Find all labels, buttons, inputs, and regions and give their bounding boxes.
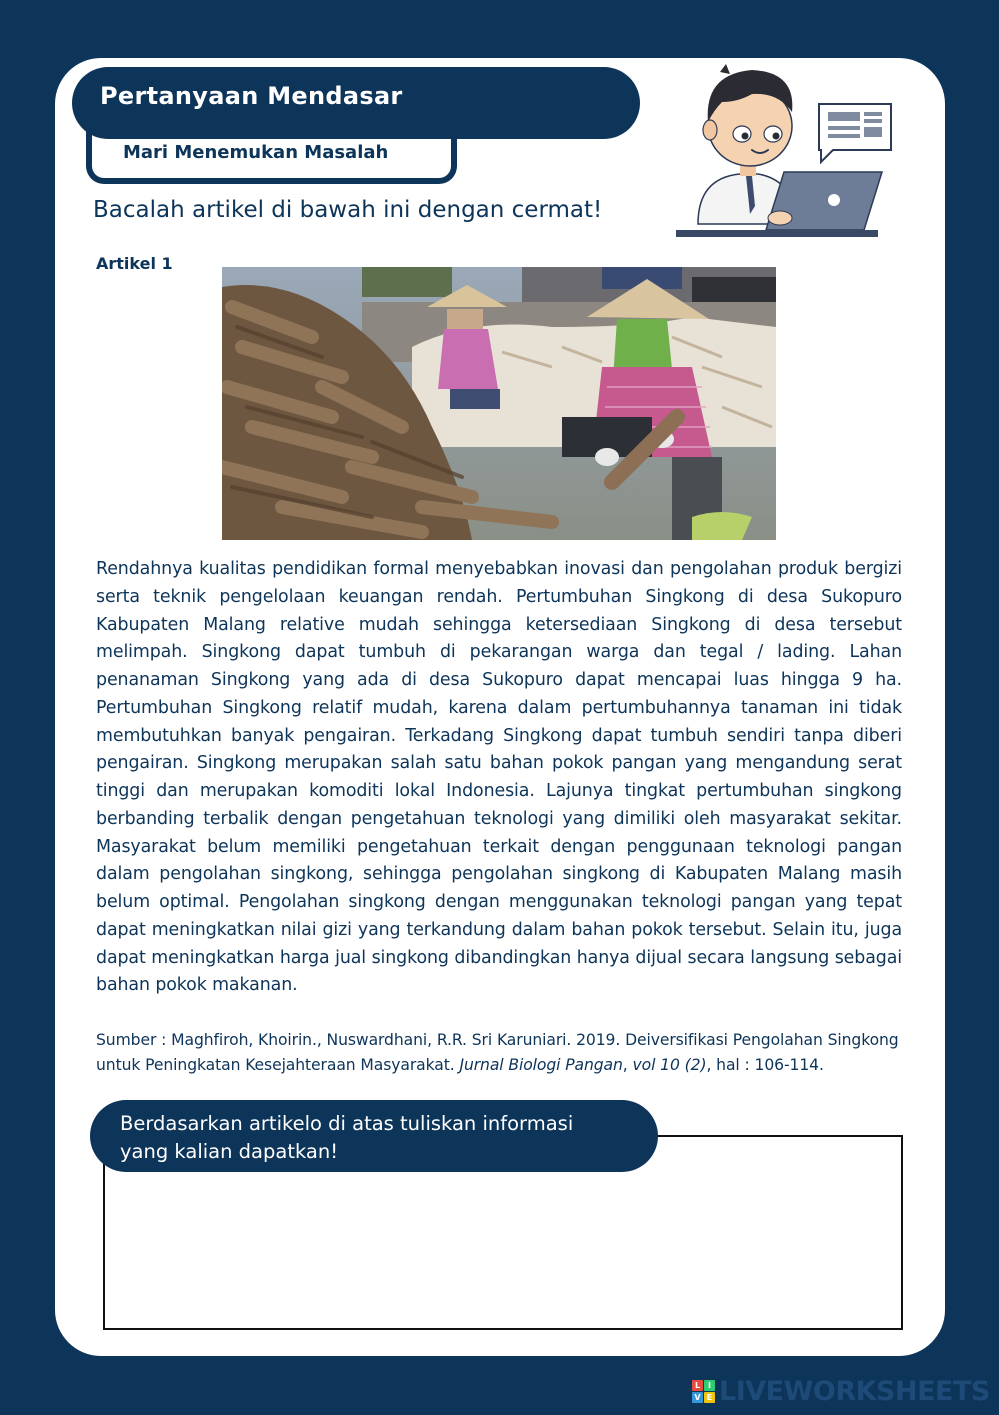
liveworksheets-logo-icon [692,1380,715,1403]
instruction-text: Bacalah artikel di bawah ini dengan cermat! [93,197,603,223]
article-body: Rendahnya kualitas pendidikan formal menyebabkan inovasi dan pengolahan produk bergizi serta teknik pengelolaan keuangan rendah. Pertumbuhan Singkong di desa Sukopuro Kabupaten Malang relative mudah sehingga ketersediaan Singkong di desa tersebut melimpah. Singkong dapat tumbuh di pekarangan warga dan tegal / lading. Lahan penanaman Singkong yang ada di desa Sukopuro dapat mencapai luas hingga 9 ha. Pertumbuhan Singkong relatif mudah, karena dalam pertumbuhannya tanaman ini tidak membutuhkan banyak pengairan. Terkadang Singkong dapat tumbuh sendiri tanpa diberi pengairan. Singkong merupakan salah satu bahan pokok pangan yang mengandung serat tinggi dan merupakan komoditi lokal Indonesia. Lajunya tingkat pertumbuhan singkong berbanding terbalik dengan pengetahuan teknologi yang dimiliki oleh masyarakat sekitar. Masyarakat belum memiliki pengetahuan terkait dengan penggunaan teknologi pangan dalam pengolahan singkong, sehingga pengolahan singkong di Kabupaten Malang masih belum optimal. Pengolahan singkong dengan menggunakan teknologi pangan yang tepat dapat meningkatkan nilai gizi yang terkandung dalam bahan pokok tersebut. Selain itu, juga dapat meningkatkan harga jual singkong dibandingkan hanya dijual secara langsung sebagai bahan pokok makanan. [96,559,902,996]
source-journal: Jurnal Biologi Pangan [459,1056,623,1074]
article-label: Artikel 1 [96,254,173,273]
question-text: Berdasarkan artikelo di atas tuliskan informasi yang kalian dapatkan! [120,1112,574,1163]
student-laptop-illustration [676,64,898,242]
source-citation: Sumber : Maghfiroh, Khoirin., Nuswardhani, R.R. Sri Karuniari. 2019. Deiversifikasi Pengolahan Singkong untuk Peningkatan Kesejahteraan Masyarakat. [96,1031,899,1074]
question-banner [90,1100,658,1172]
source-separator: , [622,1056,633,1074]
source-volume: vol 10 (2) [632,1056,707,1074]
article-source [96,1028,902,1078]
logo-letter-e: E [704,1392,715,1403]
title-banner [72,67,640,139]
page-title: Pertanyaan Mendasar [100,82,403,110]
liveworksheets-watermark [692,1376,990,1407]
logo-letter-l: L [692,1380,703,1391]
logo-letter-i: I [704,1380,715,1391]
source-pages: , hal : 106-114. [706,1056,824,1074]
cassava-harvest-photo [222,267,776,540]
logo-letter-v: V [692,1392,703,1403]
page-subtitle: Mari Menemukan Masalah [123,142,389,163]
watermark-text: LIVEWORKSHEETS [719,1376,990,1407]
